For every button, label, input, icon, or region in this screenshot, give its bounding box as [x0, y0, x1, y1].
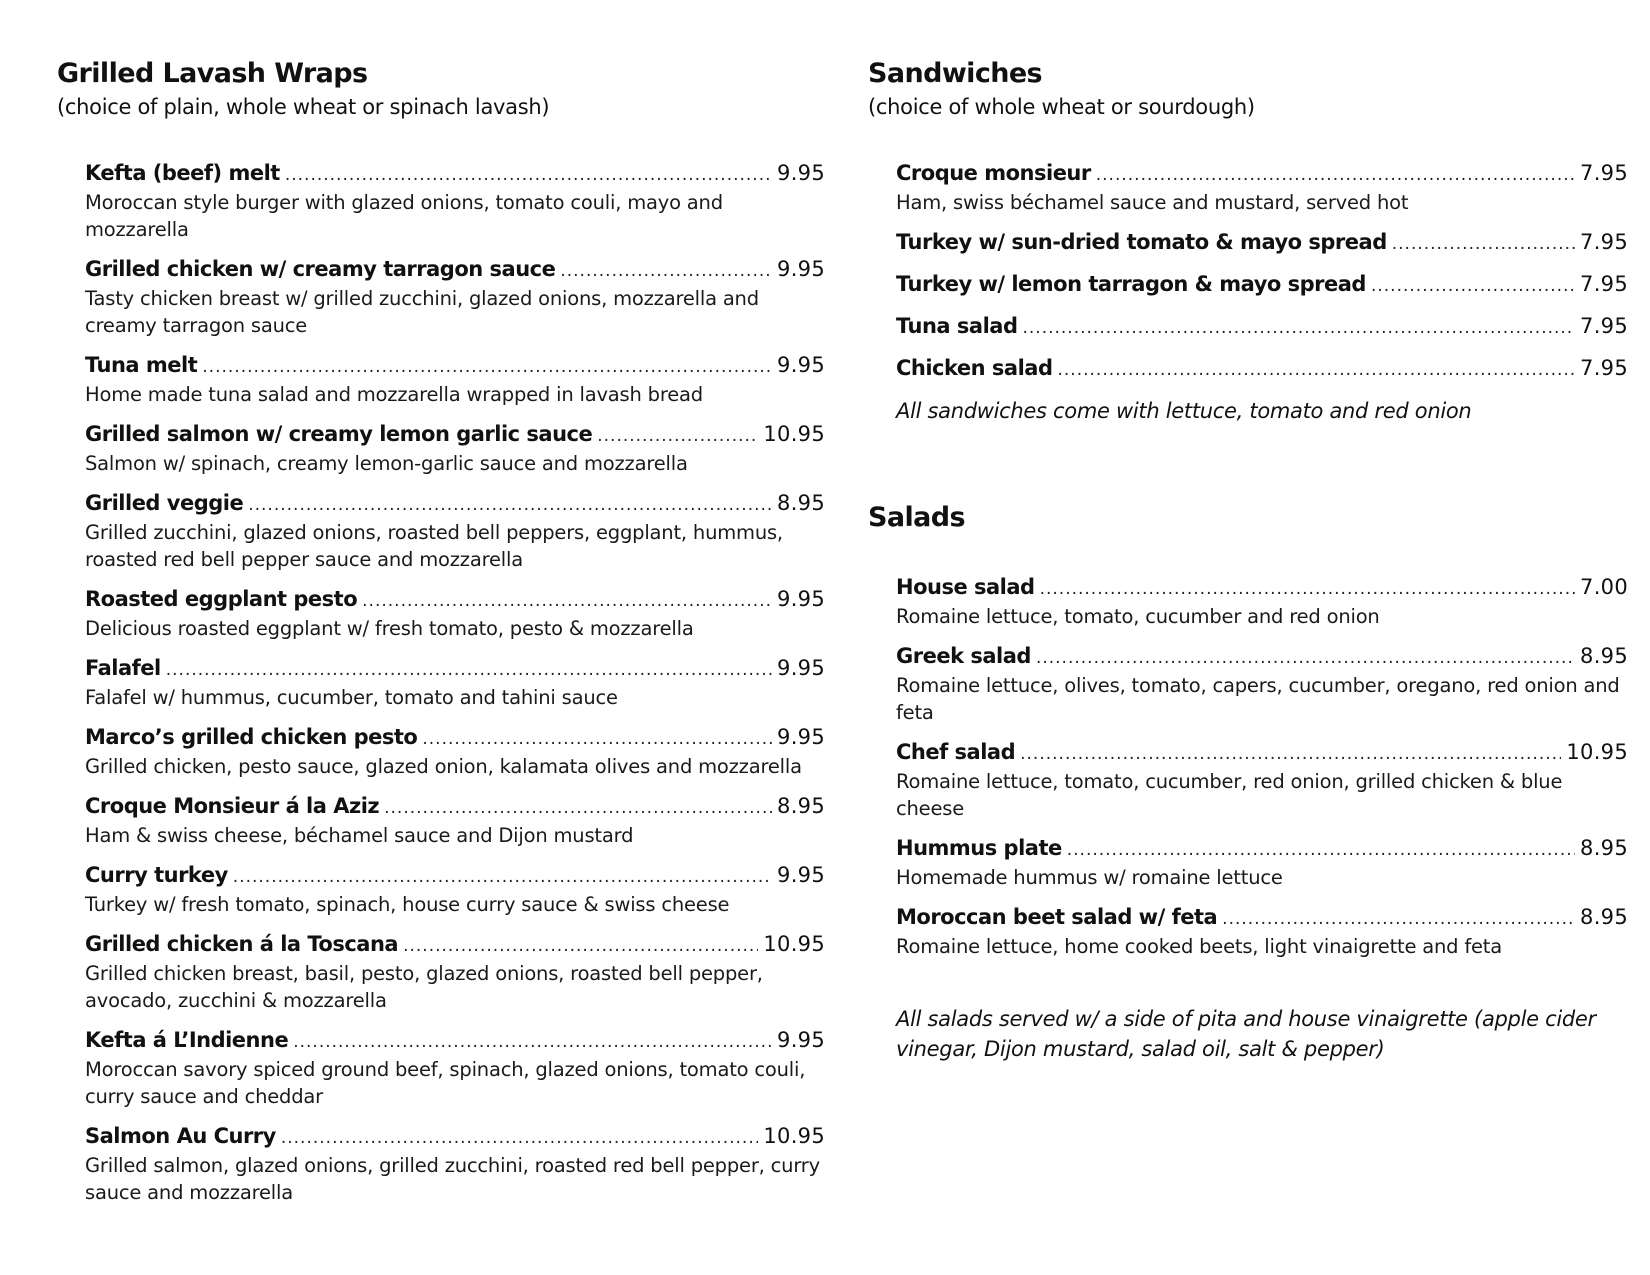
menu-item: [85, 654, 825, 711]
dot-leader: [1036, 644, 1575, 672]
menu-item-description: Grilled chicken breast, basil, pesto, glazed onions, roasted bell pepper, avocado, zucchini & mozzarella: [85, 962, 763, 1012]
dot-leader: [166, 656, 772, 684]
menu-item: [896, 834, 1628, 891]
menu-item-description: Romaine lettuce, tomato, cucumber, red onion, grilled chicken & blue cheese: [896, 770, 1563, 820]
menu-item-description: Grilled zucchini, glazed onions, roasted bell peppers, eggplant, hummus, roasted red bell pepper sauce and mozzarella: [85, 521, 783, 571]
sandwiches-title: Sandwiches: [868, 58, 1043, 89]
menu-item-price: 7.95: [1580, 272, 1628, 296]
menu-item-price: 7.95: [1580, 230, 1628, 254]
sandwiches-item-list: [868, 159, 1628, 384]
menu-item-description: Romaine lettuce, home cooked beets, light vinaigrette and feta: [896, 935, 1503, 958]
menu-item: [896, 573, 1628, 630]
dot-leader: [384, 794, 772, 822]
menu-item: [85, 861, 825, 918]
menu-item: [896, 159, 1628, 216]
menu-item: [896, 903, 1628, 960]
menu-item-line: [85, 654, 825, 684]
menu-item: [85, 1026, 825, 1110]
menu-item-price: 9.95: [777, 257, 825, 281]
menu-item-line: [896, 573, 1628, 603]
menu-item: [85, 420, 825, 477]
menu-item-line: [85, 585, 825, 615]
menu-item-line: [85, 420, 825, 450]
menu-item-name: Curry turkey: [85, 863, 228, 887]
menu-item-line: [896, 159, 1628, 189]
menu-item: [85, 1122, 825, 1206]
menu-item: [85, 489, 825, 573]
menu-item-price: 9.95: [777, 863, 825, 887]
dot-leader: [1020, 740, 1561, 768]
wraps-subtitle: (choice of plain, whole wheat or spinach lavash): [57, 95, 550, 119]
menu-item: [896, 354, 1628, 384]
menu-item-description: Salmon w/ spinach, creamy lemon-garlic sauce and mozzarella: [85, 452, 688, 475]
dot-leader: [293, 1028, 772, 1056]
salads-title: Salads: [868, 502, 965, 533]
menu-item-price: 7.95: [1580, 356, 1628, 380]
menu-item-name: Falafel: [85, 656, 161, 680]
sandwiches-note: All sandwiches come with lettuce, tomato and red onion: [896, 399, 1472, 423]
dot-leader: [281, 1124, 759, 1152]
dot-leader: [1222, 905, 1575, 933]
menu-item-description: Moroccan style burger with glazed onions, tomato couli, mayo and mozzarella: [85, 191, 723, 241]
menu-item-description: Moroccan savory spiced ground beef, spinach, glazed onions, tomato couli, curry sauce and cheddar: [85, 1058, 806, 1108]
dot-leader: [362, 587, 772, 615]
menu-item-description: Home made tuna salad and mozzarella wrapped in lavash bread: [85, 383, 703, 406]
menu-item-name: Kefta (beef) melt: [85, 161, 280, 185]
sandwiches-subtitle: (choice of whole wheat or sourdough): [868, 95, 1255, 119]
dot-leader: [1058, 356, 1576, 384]
dot-leader: [233, 863, 772, 891]
menu-item-description: Grilled salmon, glazed onions, grilled zucchini, roasted red bell pepper, curry sauce and mozzarella: [85, 1154, 820, 1204]
menu-item-name: Chef salad: [896, 740, 1016, 764]
menu-item-name: Hummus plate: [896, 836, 1062, 860]
menu-item-name: Kefta á L’Indienne: [85, 1028, 289, 1052]
dot-leader: [1067, 836, 1575, 864]
menu-item-line: [896, 738, 1628, 768]
menu-item-description: Homemade hummus w/ romaine lettuce: [896, 866, 1283, 889]
menu-item-price: 7.95: [1580, 161, 1628, 185]
menu-item-price: 10.95: [763, 932, 825, 956]
menu-item-name: Grilled chicken w/ creamy tarragon sauce: [85, 257, 556, 281]
menu-item-description: Romaine lettuce, tomato, cucumber and red onion: [896, 605, 1380, 628]
menu-item-name: Tuna melt: [85, 353, 198, 377]
menu-item-price: 8.95: [777, 794, 825, 818]
menu-item-line: [85, 1026, 825, 1056]
menu-item-line: [896, 642, 1628, 672]
menu-item-line: [896, 270, 1628, 300]
menu-item-line: [85, 1122, 825, 1152]
dot-leader: [1040, 575, 1575, 603]
wraps-item-list: [57, 159, 825, 1206]
menu-item-name: Moroccan beet salad w/ feta: [896, 905, 1218, 929]
menu-item: [896, 642, 1628, 726]
menu-item: [85, 351, 825, 408]
menu-item-line: [85, 489, 825, 519]
menu-item-description: Turkey w/ fresh tomato, spinach, house curry sauce & swiss cheese: [85, 893, 730, 916]
menu-item-price: 9.95: [777, 1028, 825, 1052]
sandwiches-section: [868, 56, 1628, 426]
menu-item-line: [85, 930, 825, 960]
menu-item-line: [85, 351, 825, 381]
menu-item-price: 7.95: [1580, 314, 1628, 338]
menu-item-line: [85, 723, 825, 753]
salads-note: All salads served w/ a side of pita and house vinaigrette (apple cider vinegar, Dijon mustard, salad oil, salt & pepper): [896, 1007, 1596, 1061]
menu-item-name: Grilled veggie: [85, 491, 244, 515]
menu-item-price: 7.00: [1580, 575, 1628, 599]
menu-item-description: Grilled chicken, pesto sauce, glazed onion, kalamata olives and mozzarella: [85, 755, 802, 778]
menu-item-name: Salmon Au Curry: [85, 1124, 276, 1148]
dot-leader: [285, 161, 772, 189]
dot-leader: [597, 422, 758, 450]
dot-leader: [1371, 272, 1575, 300]
menu-item-line: [85, 159, 825, 189]
menu-item-name: Grilled chicken á la Toscana: [85, 932, 399, 956]
menu-item-price: 8.95: [1580, 836, 1628, 860]
menu-item-description: Ham, swiss béchamel sauce and mustard, served hot: [896, 191, 1409, 214]
menu-item-name: Greek salad: [896, 644, 1031, 668]
menu-item-price: 10.95: [763, 1124, 825, 1148]
menu-item-name: Croque monsieur: [896, 161, 1091, 185]
menu-item-price: 9.95: [777, 656, 825, 680]
menu-item-line: [85, 861, 825, 891]
wraps-title: Grilled Lavash Wraps: [57, 58, 368, 89]
menu-item: [896, 738, 1628, 822]
dot-leader: [248, 491, 772, 519]
menu-item-price: 9.95: [777, 161, 825, 185]
menu-item: [85, 930, 825, 1014]
menu-item-price: 9.95: [777, 725, 825, 749]
menu-item-name: Turkey w/ lemon tarragon & mayo spread: [896, 272, 1366, 296]
menu-item-name: Croque Monsieur á la Aziz: [85, 794, 380, 818]
menu-item-description: Delicious roasted eggplant w/ fresh tomato, pesto & mozzarella: [85, 617, 694, 640]
dot-leader: [560, 257, 772, 285]
dot-leader: [1022, 314, 1575, 342]
menu-item-price: 9.95: [777, 353, 825, 377]
menu-item-name: Roasted eggplant pesto: [85, 587, 358, 611]
menu-item-line: [85, 255, 825, 285]
menu-item: [896, 270, 1628, 300]
menu-item-description: Romaine lettuce, olives, tomato, capers, cucumber, oregano, red onion and feta: [896, 674, 1620, 724]
menu-item-name: Chicken salad: [896, 356, 1053, 380]
dot-leader: [403, 932, 758, 960]
dot-leader: [1392, 230, 1575, 258]
menu-item-line: [896, 354, 1628, 384]
menu-item-name: House salad: [896, 575, 1035, 599]
wraps-section: [57, 56, 825, 1218]
menu-item-price: 8.95: [1580, 905, 1628, 929]
menu-item-description: Falafel w/ hummus, cucumber, tomato and tahini sauce: [85, 686, 618, 709]
menu-item-price: 10.95: [1566, 740, 1628, 764]
salads-section: [868, 500, 1628, 1064]
menu-item: [85, 159, 825, 243]
dot-leader: [1096, 161, 1575, 189]
menu-item-description: Ham & swiss cheese, béchamel sauce and Dijon mustard: [85, 824, 634, 847]
menu-item-description: Tasty chicken breast w/ grilled zucchini, glazed onions, mozzarella and creamy tarragon sauce: [85, 287, 759, 337]
menu-item: [85, 255, 825, 339]
dot-leader: [202, 353, 772, 381]
menu-item: [85, 585, 825, 642]
menu-item-line: [896, 312, 1628, 342]
salads-item-list: [868, 573, 1628, 960]
menu-item-name: Tuna salad: [896, 314, 1018, 338]
menu-item-price: 8.95: [777, 491, 825, 515]
menu-item-line: [85, 792, 825, 822]
menu-item-price: 9.95: [777, 587, 825, 611]
menu-item-price: 10.95: [763, 422, 825, 446]
menu-item-name: Grilled salmon w/ creamy lemon garlic sauce: [85, 422, 593, 446]
menu-item-line: [896, 834, 1628, 864]
menu-item-name: Marco’s grilled chicken pesto: [85, 725, 418, 749]
menu-item-name: Turkey w/ sun-dried tomato & mayo spread: [896, 230, 1387, 254]
menu-item: [85, 792, 825, 849]
menu-item-line: [896, 228, 1628, 258]
dot-leader: [422, 725, 772, 753]
menu-item: [896, 312, 1628, 342]
menu-item: [896, 228, 1628, 258]
menu-item-line: [896, 903, 1628, 933]
menu-item-price: 8.95: [1580, 644, 1628, 668]
right-column: [868, 56, 1628, 1064]
menu-item: [85, 723, 825, 780]
